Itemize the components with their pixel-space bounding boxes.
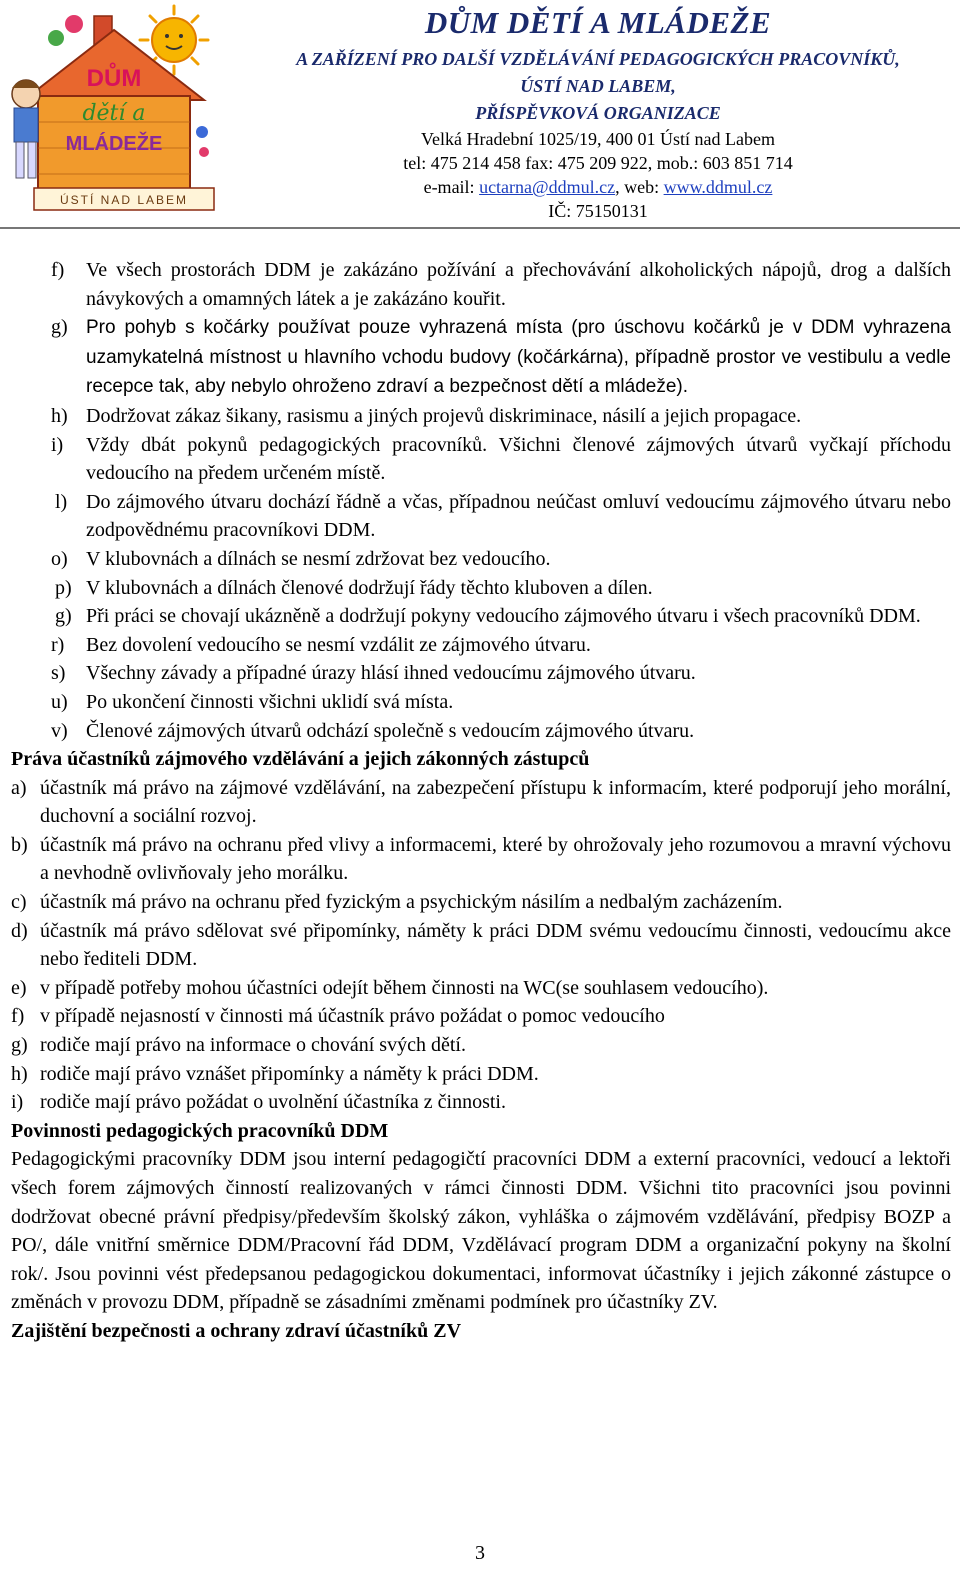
right-item-text: účastník má právo na zájmové vzdělávání, na zabezpečení přístupu k informacím, které podporují jeho morální, duchovní a sociální rozvoj.: [40, 776, 951, 828]
rule-item: [11, 431, 951, 488]
logo-text-dum: DŮM: [86, 65, 142, 92]
org-address: Velká Hradební 1025/19, 400 01 Ústí nad Labem: [421, 129, 775, 149]
rule-item-text: Do zájmového útvaru dochází řádně a včas, případnou neúčast omluví vedoucímu zájmového útvaru nebo zodpovědnému pracovníkovi DDM.: [86, 490, 951, 542]
rule-item: [11, 688, 951, 717]
rule-item: [11, 574, 951, 603]
rule-item: [11, 545, 951, 574]
safety-heading: Zajištění bezpečnosti a ochrany zdraví účastníků ZV: [11, 1319, 462, 1342]
right-item: [11, 1031, 951, 1060]
rule-item-marker: l): [55, 490, 68, 513]
right-item-marker: b): [11, 833, 28, 856]
right-item-text: v případě nejasností v činnosti má účastník právo požádat o pomoc vedoucího: [40, 1005, 665, 1028]
right-item: [11, 1088, 951, 1117]
rule-item-marker: v): [51, 719, 68, 742]
right-item-text: rodiče mají právo požádat o uvolnění účastníka z činnosti.: [40, 1091, 506, 1114]
rule-item: [11, 256, 951, 313]
org-phones: tel: 475 214 458 fax: 475 209 922, mob.: 603 851 714: [403, 153, 793, 173]
rule-item: [11, 659, 951, 688]
rule-item-marker: h): [51, 404, 68, 427]
right-item-marker: f): [11, 1005, 25, 1028]
rule-item-marker: r): [51, 633, 65, 656]
rule-item-text: Po ukončení činnosti všichni uklidí svá místa.: [86, 690, 454, 713]
rule-item-text: Dodržovat zákaz šikany, rasismu a jiných projevů diskriminace, násilí a jejich propagace.: [86, 404, 802, 427]
rule-item-text: Členové zájmových útvarů odchází společně s vedoucím zájmového útvaru.: [86, 719, 695, 742]
rule-item-marker: o): [51, 547, 68, 570]
rule-item: [11, 402, 951, 431]
right-item: [11, 974, 951, 1003]
rule-item: [11, 602, 951, 631]
web-link[interactable]: www.ddmul.cz: [663, 177, 773, 197]
right-item: [11, 831, 951, 888]
right-item-text: rodiče mají právo na informace o chování svých dětí.: [40, 1034, 466, 1057]
right-item: [11, 774, 951, 831]
rule-item-text: Ve všech prostorách DDM je zakázáno požívání a přechovávání alkoholických nápojů, drog a dalších návykových a omamných látek a je zakázáno kouřit.: [86, 259, 951, 310]
right-item-text: účastník má právo na ochranu před fyzickým a psychickým násilím a nedbalým zacházením.: [40, 891, 783, 914]
logo-sign-text: ÚSTÍ NAD LABEM: [59, 193, 189, 207]
logo-text-mladeze: MLÁDEŽE: [65, 133, 163, 155]
child-figure-icon: [12, 80, 40, 178]
rule-item-marker: p): [55, 576, 72, 599]
rule-item-marker: f): [51, 259, 65, 281]
rule-item: [11, 717, 951, 746]
right-item: [11, 888, 951, 917]
ddm-logo: [4, 2, 218, 220]
rule-item-text: V klubovnách a dílnách se nesmí zdržovat bez vedoucího.: [86, 547, 551, 570]
org-title: DŮM DĚTÍ A MLÁDEŽE: [424, 5, 772, 40]
rights-list: [11, 774, 951, 1117]
right-item: [11, 1002, 951, 1031]
right-item-marker: d): [11, 919, 28, 942]
rule-item-text: V klubovnách a dílnách členové dodržují řády těchto kluboven a dílen.: [86, 576, 653, 599]
duties-paragraph: Pedagogickými pracovníky DDM jsou interní pedagogičtí pracovníci DDM a externí pracovníci, vedoucí a lektoři všech forem zájmových činností realizovaných v rámci činnosti DDM. Všichni tito pracovníci jsou povinni dodržovat obecné právní předpisy/především školský zákon, vyhláška o zájmovém vzdělávání, předpisy BOZP a PO/, dále vnitřní směrnice DDM/Pracovní řád DDM, Vzdělávací program DDM a organizační pokyny na školní rok/. Jsou povinni vést předepsanou pedagogickou dokumentaci, informovat účastníky i jejich zákonné zástupce o změnách v provozu DDM, případně se zásadními změnami podmínek pro účastníky ZV.: [11, 1148, 951, 1314]
rule-item-text: Pro pohyb s kočárky používat pouze vyhrazená místa (pro úschovu kočárků je v DDM vyhrazena uzamykatelná místnost u hlavního vchodu budovy (kočárkárna), případně prostor ve vestibulu a vedle recepce tak, aby nebylo ohroženo zdraví a bezpečnost dětí a mládeže).: [86, 317, 951, 398]
header-divider: [0, 227, 960, 229]
right-item-text: účastník má právo na ochranu před vlivy a informacemi, které by ohrožovaly jeho rozumovou a mravní výchovu a nevhodně ovlivňovaly jeho morálku.: [40, 833, 951, 885]
rule-item-marker: g): [55, 605, 72, 628]
right-item-text: účastník má právo sdělovat své připomínky, náměty k práci DDM svému vedoucímu činnosti, vedoucímu akce nebo řediteli DDM.: [40, 919, 951, 971]
right-item: [11, 1060, 951, 1089]
org-subtitle-3: PŘÍSPĚVKOVÁ ORGANIZACE: [475, 103, 721, 123]
rule-item: [11, 488, 951, 545]
right-item-marker: h): [11, 1062, 28, 1085]
right-item-marker: g): [11, 1034, 28, 1057]
right-item-marker: i): [11, 1091, 24, 1114]
logo-text-deti: dětí a: [82, 101, 146, 126]
right-item-text: v případě potřeby mohou účastníci odejít během činnosti na WC(se souhlasem vedoucího).: [40, 976, 769, 999]
right-item-marker: a): [11, 776, 27, 799]
email-link[interactable]: uctarna@ddmul.cz: [479, 177, 616, 197]
document-body: [11, 256, 951, 1346]
org-contacts: [236, 175, 960, 199]
rule-item-text: Všechny závady a případné úrazy hlásí ihned vedoucímu zájmového útvaru.: [86, 662, 696, 685]
org-ico: IČ: 75150131: [548, 201, 648, 221]
rule-item-marker: s): [51, 662, 66, 685]
org-subtitle-2: ÚSTÍ NAD LABEM,: [520, 76, 676, 96]
letterhead: [236, 0, 960, 223]
rule-item-marker: g): [51, 316, 68, 339]
duties-heading: Povinnosti pedagogických pracovníků DDM: [11, 1119, 389, 1142]
rule-item-text: Vždy dbát pokynů pedagogických pracovníků. Všichni členové zájmových útvarů vyčkají příchodu vedoucího na předem určeném místě.: [86, 433, 951, 485]
org-subtitle-1: A ZAŘÍZENÍ PRO DALŠÍ VZDĚLÁVÁNÍ PEDAGOGICKÝCH PRACOVNÍKŮ,: [296, 49, 900, 69]
rule-item: [11, 313, 951, 402]
page-number: 3: [475, 1542, 485, 1564]
right-item-text: rodiče mají právo vznášet připomínky a náměty k práci DDM.: [40, 1062, 539, 1085]
right-item-marker: c): [11, 891, 27, 914]
rule-item-marker: u): [51, 690, 68, 713]
right-item: [11, 917, 951, 974]
right-item-marker: e): [11, 976, 27, 999]
rule-item-text: Bez dovolení vedoucího se nesmí vzdálit ze zájmového útvaru.: [86, 633, 591, 656]
rule-item-text: Při práci se chovají ukázněně a dodržují pokyny vedoucího zájmového útvaru i všech pracovníků DDM.: [86, 605, 921, 628]
email-label: e-mail:: [423, 177, 475, 197]
rule-item-marker: i): [51, 433, 64, 456]
rule-item: [11, 631, 951, 660]
rules-list: [11, 256, 951, 745]
rights-heading: Práva účastníků zájmového vzdělávání a jejich zákonných zástupců: [11, 748, 590, 771]
web-label: , web:: [615, 177, 660, 197]
